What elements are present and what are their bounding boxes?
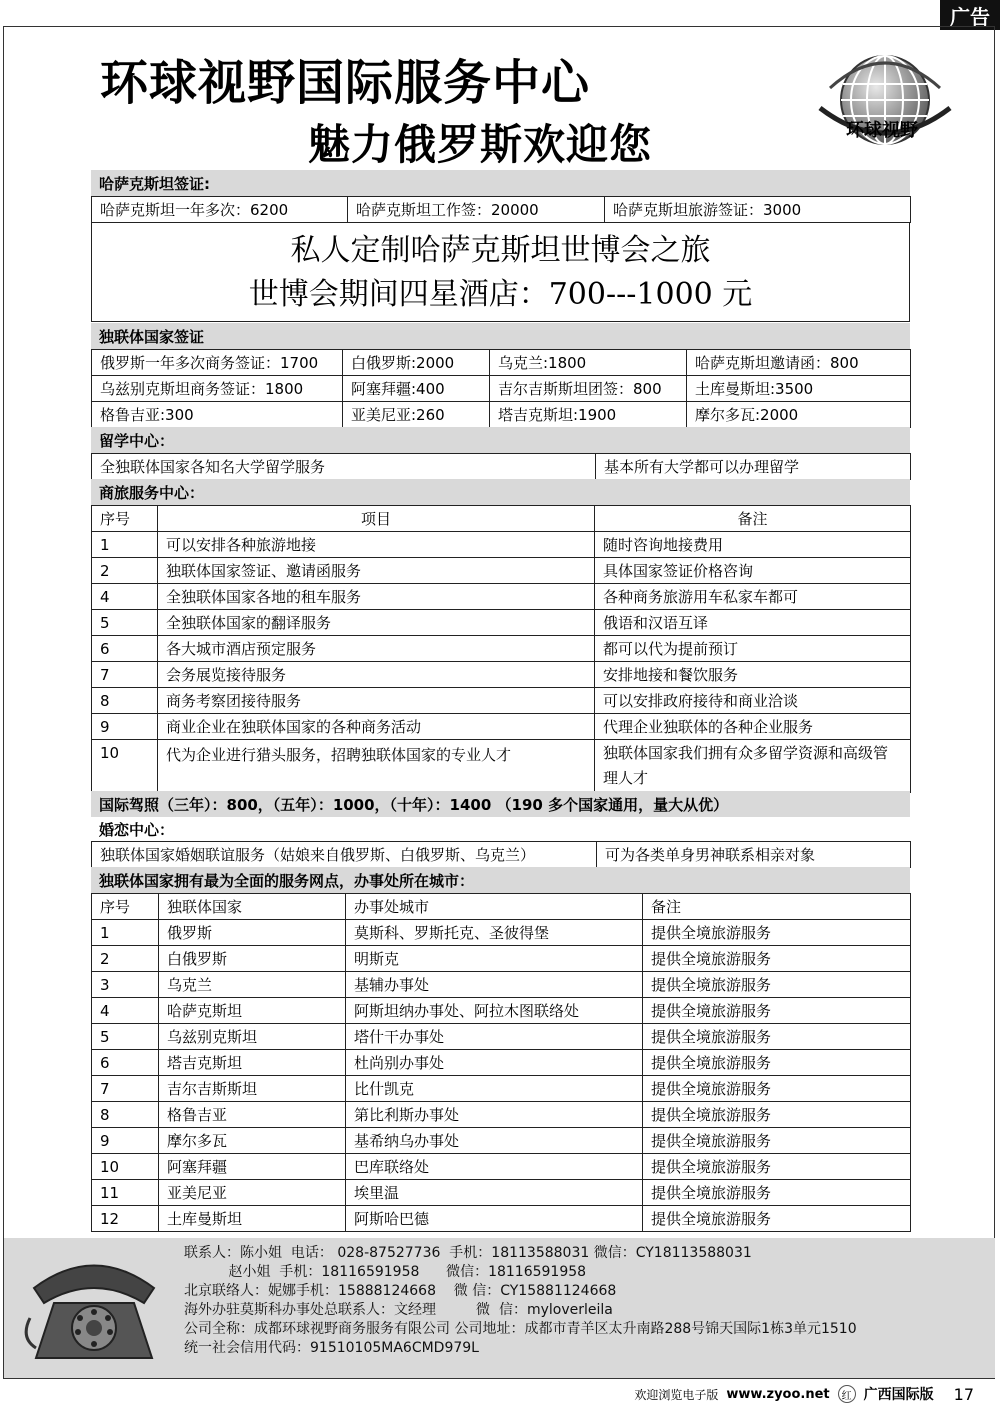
table-cell: 吉尔吉斯斯坦 <box>159 1076 346 1102</box>
contact-line: 北京联络人：妮娜手机：15888124668 微 信：CY15881124668 <box>184 1283 617 1299</box>
table-row <box>92 584 911 610</box>
table-cell: 乌兹别克斯坦 <box>159 1024 346 1050</box>
study-center-heading: 留学中心： <box>91 427 910 453</box>
column-header: 办事处城市 <box>346 894 643 920</box>
table-cell: 提供全境旅游服务 <box>643 1128 911 1154</box>
table-cell: 可以安排各种旅游地接 <box>158 532 595 558</box>
table-cell: 白俄罗斯:2000 <box>343 350 490 376</box>
table-cell: 塔什干办事处 <box>346 1024 643 1050</box>
contact-line: 统一社会信用代码：91510105MA6CMD979L <box>184 1340 479 1356</box>
table-cell: 1 <box>92 920 159 946</box>
table-cell: 全独联体国家的翻译服务 <box>158 610 595 636</box>
table-cell: 安排地接和餐饮服务 <box>595 662 911 688</box>
table-cell: 俄罗斯一年多次商务签证：1700 <box>92 350 343 376</box>
table-cell: 阿斯哈巴德 <box>346 1206 643 1232</box>
table-cell: 阿斯坦纳办事处、阿拉木图联络处 <box>346 998 643 1024</box>
table-cell: 7 <box>92 1076 159 1102</box>
table-cell: 全独联体国家各知名大学留学服务 <box>92 454 596 480</box>
column-header: 备注 <box>595 506 911 532</box>
table-cell: 12 <box>92 1206 159 1232</box>
contact-line: 公司全称：成都环球视野商务服务有限公司 公司地址：成都市青羊区太升南路288号锦天国际1栋3单元1510 <box>184 1321 857 1337</box>
cis-visa-heading: 独联体国家签证 <box>91 323 910 349</box>
table-cell: 8 <box>92 1102 159 1128</box>
table-cell: 基希纳乌办事处 <box>346 1128 643 1154</box>
column-header: 序号 <box>92 894 159 920</box>
offices-table <box>91 893 911 1232</box>
page-title: 环球视野国际服务中心 <box>100 55 591 111</box>
business-services-table <box>91 505 911 793</box>
telephone-icon <box>24 1248 164 1368</box>
table-cell: 会务展览接待服务 <box>158 662 595 688</box>
page-subtitle: 魅力俄罗斯欢迎您 <box>308 120 653 169</box>
table-cell: 可为各类单身男神联系相亲对象 <box>597 842 911 868</box>
table-cell: 独联体国家婚姻联谊服务（姑娘来自俄罗斯、白俄罗斯、乌克兰） <box>92 842 597 868</box>
table-row <box>92 197 911 223</box>
table-cell: 8 <box>92 688 158 714</box>
column-header: 备注 <box>643 894 911 920</box>
table-cell: 9 <box>92 1128 159 1154</box>
table-cell: 提供全境旅游服务 <box>643 1180 911 1206</box>
table-cell: 格鲁吉亚:300 <box>92 402 343 428</box>
contact-line: 赵小姐 手机：18116591958 微信：18116591958 <box>184 1264 587 1280</box>
table-cell: 提供全境旅游服务 <box>643 920 911 946</box>
offices-heading: 独联体国家拥有最为全面的服务网点，办事处所在城市： <box>91 867 910 893</box>
table-cell: 白俄罗斯 <box>159 946 346 972</box>
table-cell: 比什凯克 <box>346 1076 643 1102</box>
table-cell: 1 <box>92 532 158 558</box>
table-cell: 格鲁吉亚 <box>159 1102 346 1128</box>
marriage-table <box>91 841 911 868</box>
table-cell: 莫斯科、罗斯托克、圣彼得堡 <box>346 920 643 946</box>
table-cell: 全独联体国家各地的租车服务 <box>158 584 595 610</box>
table-cell: 吉尔吉斯斯坦团签：800 <box>490 376 687 402</box>
table-cell: 随时咨询地接费用 <box>595 532 911 558</box>
table-cell: 代理企业独联体的各种企业服务 <box>595 714 911 740</box>
table-cell: 阿塞拜疆:400 <box>343 376 490 402</box>
table-cell: 亚美尼亚 <box>159 1180 346 1206</box>
table-row <box>92 972 911 998</box>
table-cell: 代为企业进行猎头服务，招聘独联体国家的专业人才 <box>158 740 595 793</box>
table-cell: 提供全境旅游服务 <box>643 946 911 972</box>
table-row <box>92 1050 911 1076</box>
table-cell: 10 <box>92 1154 159 1180</box>
table-cell: 独联体国家签证、邀请函服务 <box>158 558 595 584</box>
expo-promo-box <box>91 222 910 322</box>
table-cell: 独联体国家我们拥有众多留学资源和高级管理人才 <box>595 740 911 793</box>
table-cell: 提供全境旅游服务 <box>643 998 911 1024</box>
ad-tag: 广告 <box>940 0 1000 30</box>
table-cell: 5 <box>92 610 158 636</box>
table-cell: 杜尚别办事处 <box>346 1050 643 1076</box>
table-row <box>92 740 911 793</box>
column-header: 项目 <box>158 506 595 532</box>
table-cell: 哈萨克斯坦 <box>159 998 346 1024</box>
table-row <box>92 402 911 428</box>
table-cell: 提供全境旅游服务 <box>643 1076 911 1102</box>
table-cell: 乌兹别克斯坦商务签证：1800 <box>92 376 343 402</box>
kazakhstan-visa-heading: 哈萨克斯坦签证: <box>91 170 910 196</box>
table-row <box>92 842 911 868</box>
table-cell: 哈萨克斯坦邀请函：800 <box>687 350 911 376</box>
table-cell: 阿塞拜疆 <box>159 1154 346 1180</box>
study-table <box>91 453 911 480</box>
page-footer <box>634 1384 974 1404</box>
table-cell: 塔吉克斯坦:1900 <box>490 402 687 428</box>
table-cell: 2 <box>92 946 159 972</box>
table-cell: 亚美尼亚:260 <box>343 402 490 428</box>
table-cell: 9 <box>92 714 158 740</box>
table-cell: 提供全境旅游服务 <box>643 972 911 998</box>
table-row <box>92 1128 911 1154</box>
table-cell: 俄语和汉语互译 <box>595 610 911 636</box>
table-cell: 都可以代为提前预订 <box>595 636 911 662</box>
contact-line: 联系人：陈小姐 电话： 028-87527736 手机：18113588031 微信：CY18113588031 <box>184 1245 752 1261</box>
red-seal-icon: 红 <box>838 1385 856 1403</box>
column-header: 序号 <box>92 506 158 532</box>
table-cell: 4 <box>92 584 158 610</box>
table-cell: 各种商务旅游用车私家车都可 <box>595 584 911 610</box>
table-cell: 6 <box>92 1050 159 1076</box>
table-cell: 10 <box>92 740 158 793</box>
table-row <box>92 376 911 402</box>
table-cell: 巴库联络处 <box>346 1154 643 1180</box>
table-cell: 2 <box>92 558 158 584</box>
table-row <box>92 1180 911 1206</box>
table-row <box>92 1154 911 1180</box>
table-row <box>92 1102 911 1128</box>
table-cell: 提供全境旅游服务 <box>643 1050 911 1076</box>
table-row <box>92 1206 911 1232</box>
table-cell: 4 <box>92 998 159 1024</box>
table-cell: 提供全境旅游服务 <box>643 1102 911 1128</box>
table-cell: 埃里温 <box>346 1180 643 1206</box>
business-center-heading: 商旅服务中心： <box>91 479 910 505</box>
table-cell: 各大城市酒店预定服务 <box>158 636 595 662</box>
table-cell: 可以安排政府接待和商业洽谈 <box>595 688 911 714</box>
edition-label: 广西国际版 <box>863 1387 934 1403</box>
contact-line: 海外办驻莫斯科办事处总联系人：文经理 微 信：myloverleila <box>184 1302 613 1318</box>
table-cell: 商业企业在独联体国家的各种商务活动 <box>158 714 595 740</box>
page-number: 17 <box>953 1384 974 1404</box>
table-cell: 摩尔多瓦:2000 <box>687 402 911 428</box>
table-cell: 哈萨克斯坦旅游签证：3000 <box>605 197 911 223</box>
cis-visa-table <box>91 349 911 428</box>
table-cell: 土库曼斯坦 <box>159 1206 346 1232</box>
driving-license-bar: 国际驾照（三年）：800，（五年）：1000，（十年）：1400 （190 多个国家通用，量大从优） <box>91 791 910 817</box>
logo-text: 环球视野 <box>846 120 918 141</box>
table-row <box>92 714 911 740</box>
table-cell: 11 <box>92 1180 159 1206</box>
website-link[interactable]: www.zyoo.net <box>726 1386 830 1402</box>
contact-info <box>184 1244 857 1358</box>
table-cell: 基本所有大学都可以办理留学 <box>596 454 911 480</box>
table-cell: 3 <box>92 972 159 998</box>
table-cell: 土库曼斯坦:3500 <box>687 376 911 402</box>
table-row <box>92 998 911 1024</box>
table-cell: 6 <box>92 636 158 662</box>
table-cell: 提供全境旅游服务 <box>643 1154 911 1180</box>
table-row <box>92 610 911 636</box>
table-row <box>92 688 911 714</box>
table-row <box>92 662 911 688</box>
column-header: 独联体国家 <box>159 894 346 920</box>
table-cell: 商务考察团接待服务 <box>158 688 595 714</box>
table-cell: 摩尔多瓦 <box>159 1128 346 1154</box>
table-row <box>92 1024 911 1050</box>
promo-line: 私人定制哈萨克斯坦世博会之旅 <box>290 233 711 268</box>
table-cell: 俄罗斯 <box>159 920 346 946</box>
table-cell: 乌克兰 <box>159 972 346 998</box>
table-cell: 明斯克 <box>346 946 643 972</box>
table-cell: 哈萨克斯坦一年多次：6200 <box>92 197 348 223</box>
table-row <box>92 350 911 376</box>
kazakhstan-visa-table <box>91 196 911 223</box>
table-cell: 提供全境旅游服务 <box>643 1024 911 1050</box>
table-cell: 7 <box>92 662 158 688</box>
table-cell: 哈萨克斯坦工作签：20000 <box>348 197 605 223</box>
table-cell: 具体国家签证价格咨询 <box>595 558 911 584</box>
globe-logo-icon <box>810 48 960 168</box>
table-header-row <box>92 506 911 532</box>
table-row <box>92 636 911 662</box>
promo-line: 世博会期间四星酒店：700---1000 元 <box>248 277 753 312</box>
table-cell: 第比利斯办事处 <box>346 1102 643 1128</box>
table-row <box>92 532 911 558</box>
table-cell: 乌克兰:1800 <box>490 350 687 376</box>
table-header-row <box>92 894 911 920</box>
table-cell: 塔吉克斯坦 <box>159 1050 346 1076</box>
table-row <box>92 558 911 584</box>
table-row <box>92 946 911 972</box>
table-row <box>92 454 911 480</box>
table-cell: 基辅办事处 <box>346 972 643 998</box>
table-row <box>92 1076 911 1102</box>
table-cell: 提供全境旅游服务 <box>643 1206 911 1232</box>
marriage-center-heading: 婚恋中心： <box>99 820 175 839</box>
welcome-text: 欢迎浏览电子版 <box>634 1387 719 1402</box>
table-row <box>92 920 911 946</box>
table-cell: 5 <box>92 1024 159 1050</box>
